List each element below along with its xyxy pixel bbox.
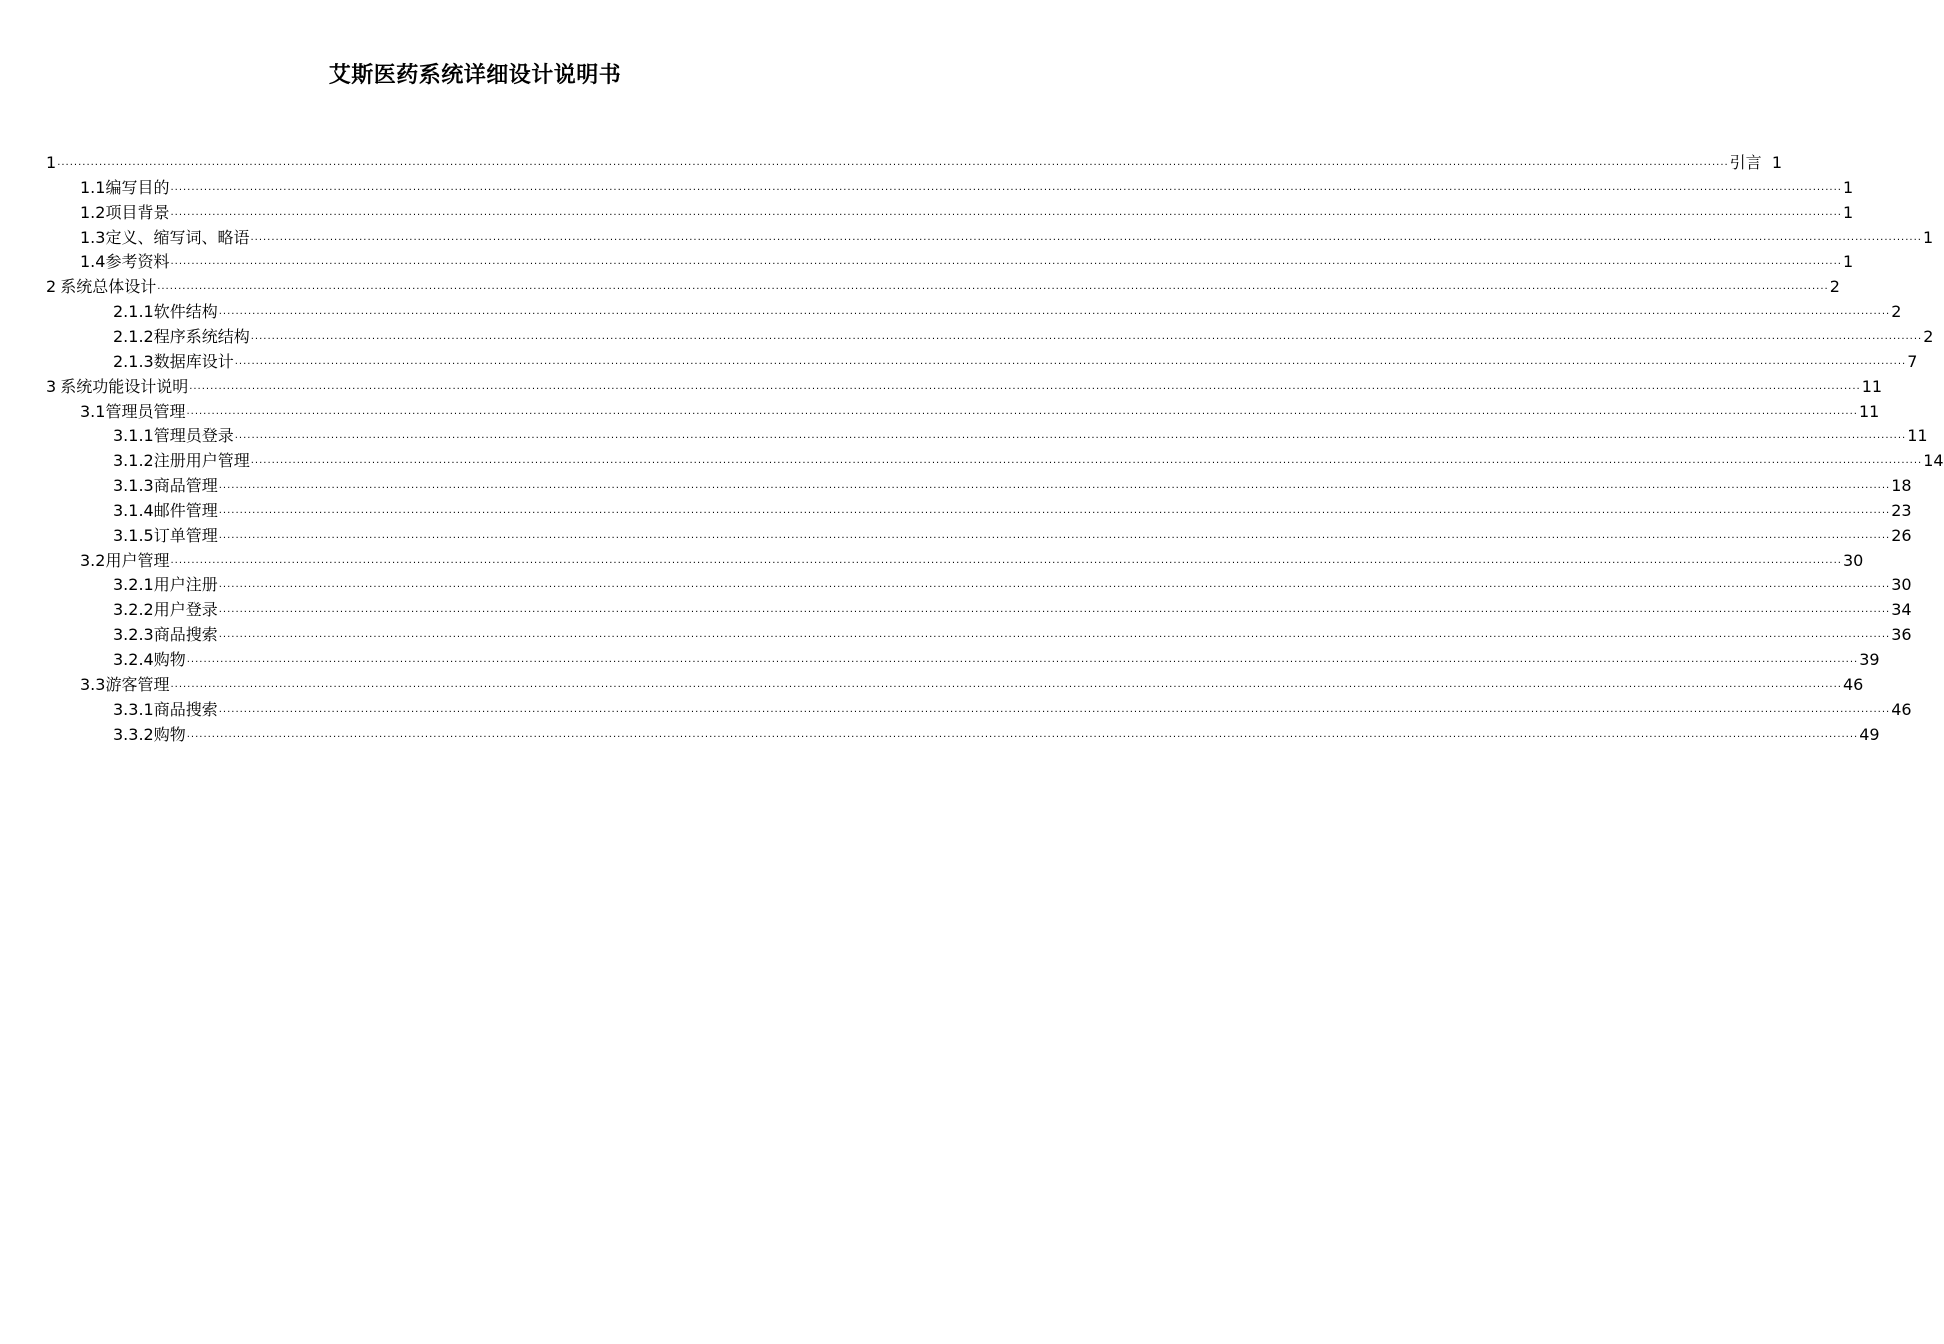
toc-dot-leader: ................................................................................................................................................................................................................................................................................................................................................................................................................ bbox=[234, 355, 1907, 367]
toc-dot-leader: ................................................................................................................................................................................................................................................................................................................................................................................................................ bbox=[186, 405, 1858, 417]
toc-entry-title: 程序系统结构 bbox=[153, 326, 250, 346]
toc-entry-title: 软件结构 bbox=[153, 302, 218, 322]
toc-entry[interactable] bbox=[113, 620, 1912, 645]
toc-entry[interactable] bbox=[113, 347, 1918, 372]
toc-entry[interactable] bbox=[113, 720, 1880, 745]
toc-entry[interactable] bbox=[80, 223, 1934, 248]
toc-entry-number: 3.2.1 bbox=[113, 575, 154, 595]
toc-entry-title: 游客管理 bbox=[105, 674, 170, 694]
toc-entry-title: 定义、缩写词、略语 bbox=[105, 227, 250, 247]
toc-dot-leader: ................................................................................................................................................................................................................................................................................................................................................................................................................ bbox=[218, 703, 1891, 715]
toc-dot-leader: ................................................................................................................................................................................................................................................................................................................................................................................................................ bbox=[170, 554, 1842, 566]
toc-dot-leader: ................................................................................................................................................................................................................................................................................................................................................................................................................ bbox=[218, 604, 1891, 616]
toc-entry-page-number: 2 bbox=[1891, 302, 1902, 322]
toc-entry-page-number: 14 bbox=[1923, 451, 1944, 471]
toc-entry-page-number: 39 bbox=[1859, 650, 1880, 669]
toc-dot-leader: ................................................................................................................................................................................................................................................................................................................................................................................................................ bbox=[218, 629, 1891, 641]
toc-entry-title: 用户注册 bbox=[153, 575, 218, 595]
toc-entry-page-number: 2 bbox=[1923, 326, 1934, 346]
toc-entry[interactable] bbox=[80, 173, 1854, 198]
toc-entry-title: 用户管理 bbox=[105, 550, 170, 570]
toc-entry-number: 3.1.4 bbox=[113, 500, 154, 520]
toc-dot-leader: ................................................................................................................................................................................................................................................................................................................................................................................................................ bbox=[250, 330, 1923, 342]
toc-entry-title: 购物 bbox=[153, 650, 186, 669]
toc-entry-page-number: 34 bbox=[1891, 600, 1912, 620]
toc-entry-number: 2.1.3 bbox=[113, 351, 154, 371]
toc-entry-title: 系统功能设计说明 bbox=[60, 376, 189, 396]
toc-entry-number: 3.1.3 bbox=[113, 476, 154, 496]
toc-entry[interactable] bbox=[113, 471, 1912, 496]
toc-entry-number: 3.3.2 bbox=[113, 724, 154, 744]
toc-entry[interactable] bbox=[113, 446, 1944, 471]
toc-entry-number: 2 bbox=[46, 277, 57, 297]
toc-entry-number: 3.1.1 bbox=[113, 426, 154, 446]
toc-entry-title: 编写目的 bbox=[105, 177, 170, 197]
toc-entry-page-number: 23 bbox=[1891, 500, 1912, 520]
toc-entry-number: 1.4 bbox=[80, 252, 106, 272]
toc-dot-leader: ................................................................................................................................................................................................................................................................................................................................................................................................................ bbox=[170, 678, 1842, 690]
toc-entry-number: 1.2 bbox=[80, 202, 106, 222]
toc-dot-leader: ................................................................................................................................................................................................................................................................................................................................................................................................................ bbox=[186, 728, 1859, 740]
toc-entry-page-number: 26 bbox=[1891, 525, 1912, 545]
toc-entry-number: 3.2.4 bbox=[113, 650, 154, 669]
toc-entry-title: 邮件管理 bbox=[153, 500, 218, 520]
toc-entry-page-number: 18 bbox=[1891, 476, 1912, 496]
toc-entry[interactable] bbox=[113, 297, 1902, 322]
toc-entry-page-number: 1 bbox=[1842, 252, 1854, 272]
toc-dot-leader: ................................................................................................................................................................................................................................................................................................................................................................................................................ bbox=[186, 654, 1859, 665]
toc-entry-number: 3.2 bbox=[80, 550, 106, 570]
toc-entry[interactable] bbox=[113, 496, 1912, 521]
toc-entry-number: 3.1.5 bbox=[113, 525, 154, 545]
toc-entry[interactable] bbox=[113, 570, 1912, 595]
toc-entry[interactable] bbox=[80, 546, 1864, 571]
toc-entry[interactable] bbox=[113, 695, 1912, 720]
toc-dot-leader: ................................................................................................................................................................................................................................................................................................................................................................................................................ bbox=[170, 181, 1842, 193]
toc-entry-number: 3.3 bbox=[80, 674, 106, 694]
toc-dot-leader: ................................................................................................................................................................................................................................................................................................................................................................................................................ bbox=[250, 231, 1922, 243]
toc-entry-number: 1 bbox=[46, 153, 57, 172]
toc-entry-title: 订单管理 bbox=[153, 525, 218, 545]
toc-entry[interactable] bbox=[113, 645, 1880, 670]
toc-entry-page-number: 1 bbox=[1842, 177, 1854, 197]
toc-dot-leader: ................................................................................................................................................................................................................................................................................................................................................................................................................ bbox=[218, 579, 1891, 591]
toc-entry-title: 用户登录 bbox=[153, 600, 218, 620]
toc-entry[interactable] bbox=[113, 595, 1912, 620]
document-title: 艾斯医药系统详细设计说明书 bbox=[328, 63, 622, 88]
toc-entry-title: 数据库设计 bbox=[153, 351, 234, 371]
toc-entry-title: 商品搜索 bbox=[153, 625, 218, 645]
toc-entry-number: 3.2.2 bbox=[113, 600, 154, 620]
toc-entry-number: 3 bbox=[46, 376, 57, 396]
toc-dot-leader: ................................................................................................................................................................................................................................................................................................................................................................................................................ bbox=[218, 480, 1891, 492]
toc-entry-title: 注册用户管理 bbox=[153, 451, 250, 471]
toc-entry[interactable] bbox=[80, 247, 1854, 272]
toc-dot-leader: ................................................................................................................................................................................................................................................................................................................................................................................................................ bbox=[234, 430, 1907, 442]
toc-dot-leader: ................................................................................................................................................................................................................................................................................................................................................................................................................ bbox=[218, 529, 1891, 541]
toc-entry[interactable] bbox=[113, 322, 1934, 347]
toc-entry-number: 3.1 bbox=[80, 401, 106, 421]
toc-entry-title: 购物 bbox=[153, 724, 186, 744]
toc-entry-title: 管理员管理 bbox=[105, 401, 186, 421]
toc-dot-leader: ................................................................................................................................................................................................................................................................................................................................................................................................................ bbox=[189, 380, 1861, 392]
toc-entry-number: 3.2.3 bbox=[113, 625, 154, 645]
toc-entry-page-number: 2 bbox=[1829, 277, 1840, 297]
toc-entry-page-number: 46 bbox=[1842, 674, 1864, 694]
toc-entry-page-number: 11 bbox=[1861, 376, 1883, 396]
toc-entry-number: 3.3.1 bbox=[113, 699, 154, 719]
toc-entry[interactable] bbox=[113, 421, 1928, 446]
toc-dot-leader: ................................................................................................................................................................................................................................................................................................................................................................................................................ bbox=[157, 281, 1829, 293]
toc-entry[interactable] bbox=[113, 521, 1912, 546]
toc-entry-number: 1.3 bbox=[80, 227, 106, 247]
toc-entry-title: 商品搜索 bbox=[153, 699, 218, 719]
toc-entry-number: 2.1.1 bbox=[113, 302, 154, 322]
toc-entry-page-number: 11 bbox=[1858, 401, 1880, 421]
toc-entry-page-number: 30 bbox=[1891, 575, 1912, 595]
toc-entry[interactable] bbox=[80, 397, 1880, 422]
toc-dot-leader: ................................................................................................................................................................................................................................................................................................................................................................................................................ bbox=[218, 306, 1891, 318]
toc-entry-number: 3.1.2 bbox=[113, 451, 154, 471]
toc-dot-leader: ................................................................................................................................................................................................................................................................................................................................................................................................................ bbox=[170, 206, 1842, 218]
toc-entry-title: 参考资料 bbox=[105, 252, 170, 272]
toc-entry[interactable] bbox=[80, 198, 1854, 223]
toc-dot-leader: ................................................................................................................................................................................................................................................................................................................................................................................................................ bbox=[218, 504, 1891, 516]
toc-entry[interactable] bbox=[46, 272, 1840, 297]
toc-entry-number: 1.1 bbox=[80, 177, 106, 197]
toc-dot-leader: ................................................................................................................................................................................................................................................................................................................................................................................................................ bbox=[57, 157, 1729, 168]
toc-entry-title: 系统总体设计 bbox=[60, 277, 157, 297]
toc-entry[interactable] bbox=[80, 670, 1864, 695]
toc-entry[interactable] bbox=[46, 148, 1783, 173]
toc-entry-title: 管理员登录 bbox=[153, 426, 234, 446]
toc-entry-page-number: 11 bbox=[1907, 426, 1928, 446]
toc-entry-title: 项目背景 bbox=[105, 202, 170, 222]
toc-entry-page-number: 7 bbox=[1907, 351, 1918, 371]
toc-dot-leader: ................................................................................................................................................................................................................................................................................................................................................................................................................ bbox=[170, 256, 1842, 268]
toc-entry[interactable] bbox=[46, 372, 1883, 397]
toc-entry-number: 2.1.2 bbox=[113, 326, 154, 346]
toc-entry-page-number: 49 bbox=[1859, 724, 1880, 744]
toc-entry-title: 商品管理 bbox=[153, 476, 218, 496]
toc-entry-page-number: 1 bbox=[1922, 227, 1934, 247]
toc-entry-page-number: 30 bbox=[1842, 550, 1864, 570]
toc-entry-page-number: 46 bbox=[1891, 699, 1912, 719]
toc-dot-leader: ................................................................................................................................................................................................................................................................................................................................................................................................................ bbox=[250, 455, 1923, 467]
toc-entry-page-number: 36 bbox=[1891, 625, 1912, 645]
toc-entry-page-number: 1 bbox=[1842, 202, 1854, 222]
toc-entry-page-number: 引言 1 bbox=[1729, 153, 1783, 172]
